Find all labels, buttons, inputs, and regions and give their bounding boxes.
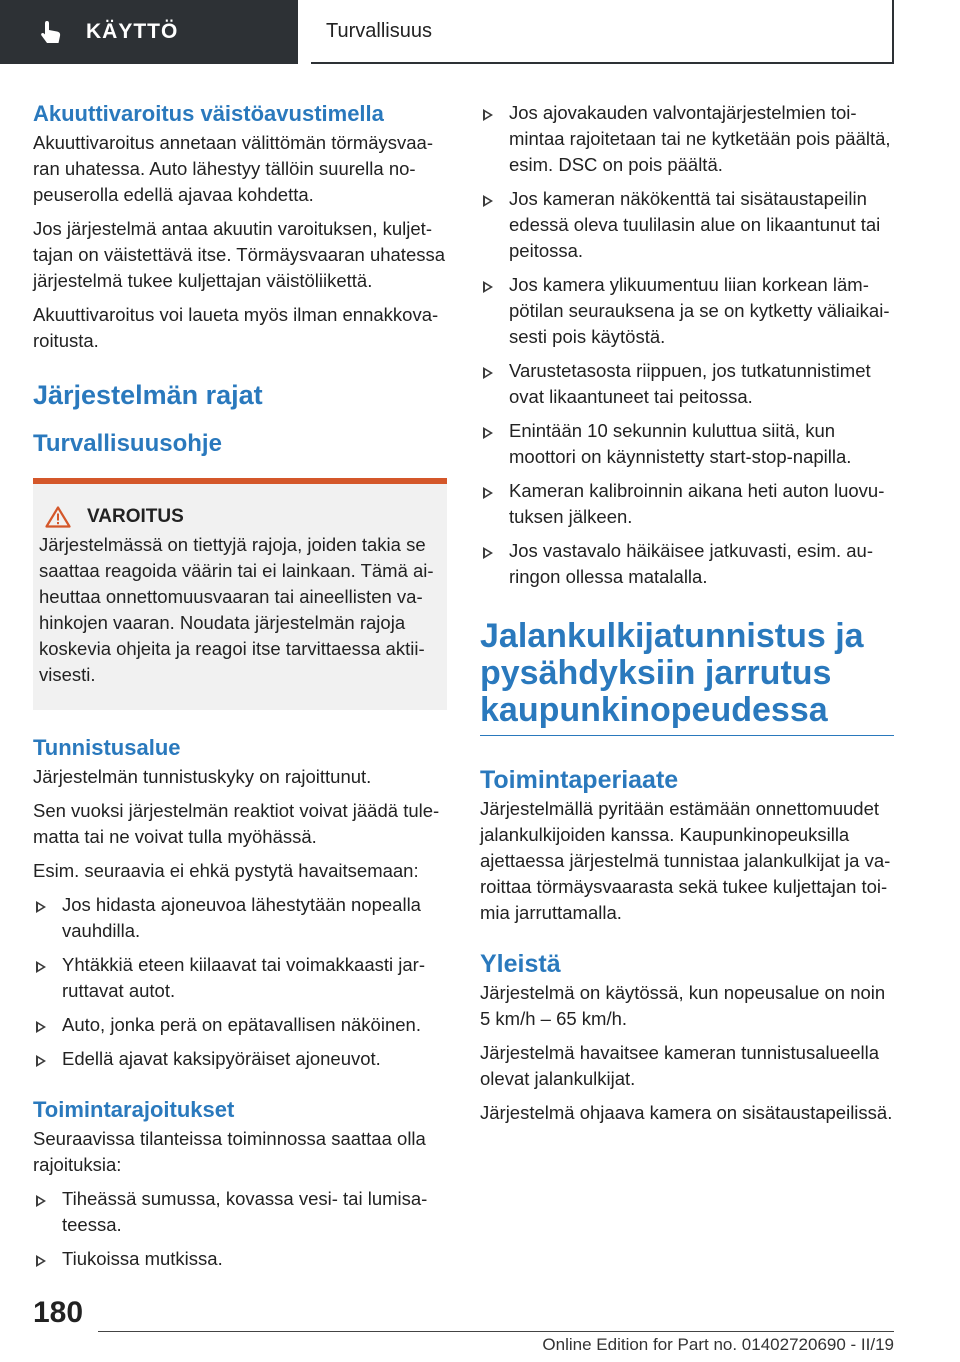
heading-turvallisuusohje: Turvallisuusohje bbox=[33, 430, 222, 457]
bullet-triangle-icon bbox=[483, 487, 493, 499]
warning-box bbox=[33, 478, 447, 710]
list-item: Jos vastavalo häikäisee jatkuvasti, esim. auringon ollessa matalalla. bbox=[480, 538, 894, 590]
list-item: Auto, jonka perä on epätavallisen näköinen. bbox=[33, 1012, 447, 1038]
bullet-triangle-icon bbox=[36, 901, 46, 913]
list-item: Tiheässä sumussa, kovassa vesi- tai lumisateessa. bbox=[33, 1186, 447, 1238]
warning-triangle-icon bbox=[45, 506, 71, 528]
chapter-tab bbox=[311, 0, 894, 64]
list-item: Jos ajovakauden valvontajärjestelmien toimintaa rajoitetaan tai ne kytketään pois päältä, esim. DSC on pois päältä. bbox=[480, 100, 894, 178]
paragraph: Järjestelmän tunnistuskyky on rajoittunut. bbox=[33, 766, 372, 787]
bullet-triangle-icon bbox=[36, 1255, 46, 1267]
paragraph: Järjestelmä ohjaava kamera on sisätaustapeilissä. bbox=[480, 1102, 893, 1123]
hand-pointer-icon bbox=[38, 19, 64, 45]
footer-divider bbox=[98, 1331, 894, 1332]
paragraph: Järjestelmä on käytössä, kun nopeusalue on noin 5 km/h – 65 km/h. bbox=[480, 982, 886, 1029]
bullet-triangle-icon bbox=[483, 547, 493, 559]
list-item: Edellä ajavat kaksipyöräiset ajoneuvot. bbox=[33, 1046, 447, 1072]
warning-text: Järjestelmässä on tiettyjä rajoja, joiden takia se saattaa reagoida väärin tai ei lainkaan. Tämä aiheuttaa onnettomuusvaaran tai aineellisten vahinkojen vaaran. Noudata järjestelmän rajoja koskevia ohjeita ja reagoi itse tarvittaessa aktiivisesti. bbox=[39, 534, 434, 685]
heading-jarjestelman-rajat: Järjestelmän rajat bbox=[33, 380, 263, 410]
paragraph: Esim. seuraavia ei ehkä pystytä havaitsemaan: bbox=[33, 860, 419, 881]
bullet-triangle-icon bbox=[36, 961, 46, 973]
paragraph: Sen vuoksi järjestelmän reaktiot voivat jäädä tulematta tai ne voivat tulla myöhässä. bbox=[33, 800, 440, 847]
detection-limits-list bbox=[33, 892, 447, 1072]
function-limits-list bbox=[33, 1186, 447, 1272]
list-item: Enintään 10 sekunnin kuluttua siitä, kun moottori on käynnistetty start-stop-napilla. bbox=[480, 418, 894, 470]
heading-jalankulkijatunnistus: Jalankulkijatunnistus ja pysähdyksiin jarrutus kaupunkinopeudessa bbox=[480, 618, 894, 736]
page-number: 180 bbox=[33, 1296, 84, 1329]
paragraph: Akuuttivaroitus voi laueta myös ilman ennakkovaroitusta. bbox=[33, 304, 439, 351]
right-column bbox=[480, 100, 894, 1134]
paragraph: Akuuttivaroitus annetaan välittömän törmäysvaaran uhatessa. Auto lähestyy tällöin suurella nopeuserolla edellä ajavaa kohdetta. bbox=[33, 132, 434, 205]
heading-tunnistusalue: Tunnistusalue bbox=[33, 735, 181, 760]
section-tab bbox=[0, 0, 298, 64]
bullet-triangle-icon bbox=[483, 195, 493, 207]
list-item: Tiukoissa mutkissa. bbox=[33, 1246, 447, 1272]
bullet-triangle-icon bbox=[36, 1055, 46, 1067]
bullet-triangle-icon bbox=[483, 367, 493, 379]
heading-toimintaperiaate: Toimintaperiaate bbox=[480, 766, 679, 794]
list-item: Kameran kalibroinnin aikana heti auton luovutuksen jälkeen. bbox=[480, 478, 894, 530]
bullet-triangle-icon bbox=[483, 281, 493, 293]
footer-edition: Online Edition for Part no. 01402720690 - II/19 bbox=[542, 1335, 894, 1354]
warning-title: VAROITUS bbox=[87, 506, 184, 527]
list-item: Yhtäkkiä eteen kiilaavat tai voimakkaasti jarruttavat autot. bbox=[33, 952, 447, 1004]
section-label: KÄYTTÖ bbox=[86, 20, 179, 43]
heading-yleista: Yleistä bbox=[480, 950, 561, 978]
bullet-triangle-icon bbox=[483, 109, 493, 121]
paragraph: Jos järjestelmä antaa akuutin varoituksen, kuljettajan on väistettävä itse. Törmäysvaaran uhatessa järjestelmä tukee kuljettajan väistöliikettä. bbox=[33, 218, 446, 291]
heading-toimintarajoitukset: Toimintarajoitukset bbox=[33, 1097, 235, 1122]
paragraph: Järjestelmä havaitsee kameran tunnistusalueella olevat jalankulkijat. bbox=[480, 1042, 879, 1089]
bullet-triangle-icon bbox=[483, 427, 493, 439]
list-item: Jos kamera ylikuumentuu liian korkean lämpötilan seurauksena ja se on kytketty väliaikaisesti pois käytöstä. bbox=[480, 272, 894, 350]
warning-title-row bbox=[39, 504, 435, 530]
list-item: Jos kameran näkökenttä tai sisätaustapeilin edessä oleva tuulilasin alue on likaantunut tai peitossa. bbox=[480, 186, 894, 264]
function-limits-list-continued bbox=[480, 100, 894, 590]
heading-akuuttivaroitus: Akuuttivaroitus väistöavustimella bbox=[33, 101, 384, 126]
list-item: Varustetasosta riippuen, jos tutkatunnistimet ovat likaantuneet tai peitossa. bbox=[480, 358, 894, 410]
bullet-triangle-icon bbox=[36, 1021, 46, 1033]
paragraph: Järjestelmällä pyritään estämään onnettomuudet jalankulkijoiden kanssa. Kaupunkinopeuksilla ajettaessa järjestelmä tunnistaa jalankulkijat ja varoittaa törmäysvaarasta sekä tukee kuljettajan toimia jarruttamalla. bbox=[480, 798, 891, 923]
paragraph: Seuraavissa tilanteissa toiminnossa saattaa olla rajoituksia: bbox=[33, 1128, 426, 1175]
left-column bbox=[33, 100, 447, 1280]
bullet-triangle-icon bbox=[36, 1195, 46, 1207]
list-item: Jos hidasta ajoneuvoa lähestytään nopealla vauhdilla. bbox=[33, 892, 447, 944]
chapter-label: Turvallisuus bbox=[326, 19, 432, 42]
